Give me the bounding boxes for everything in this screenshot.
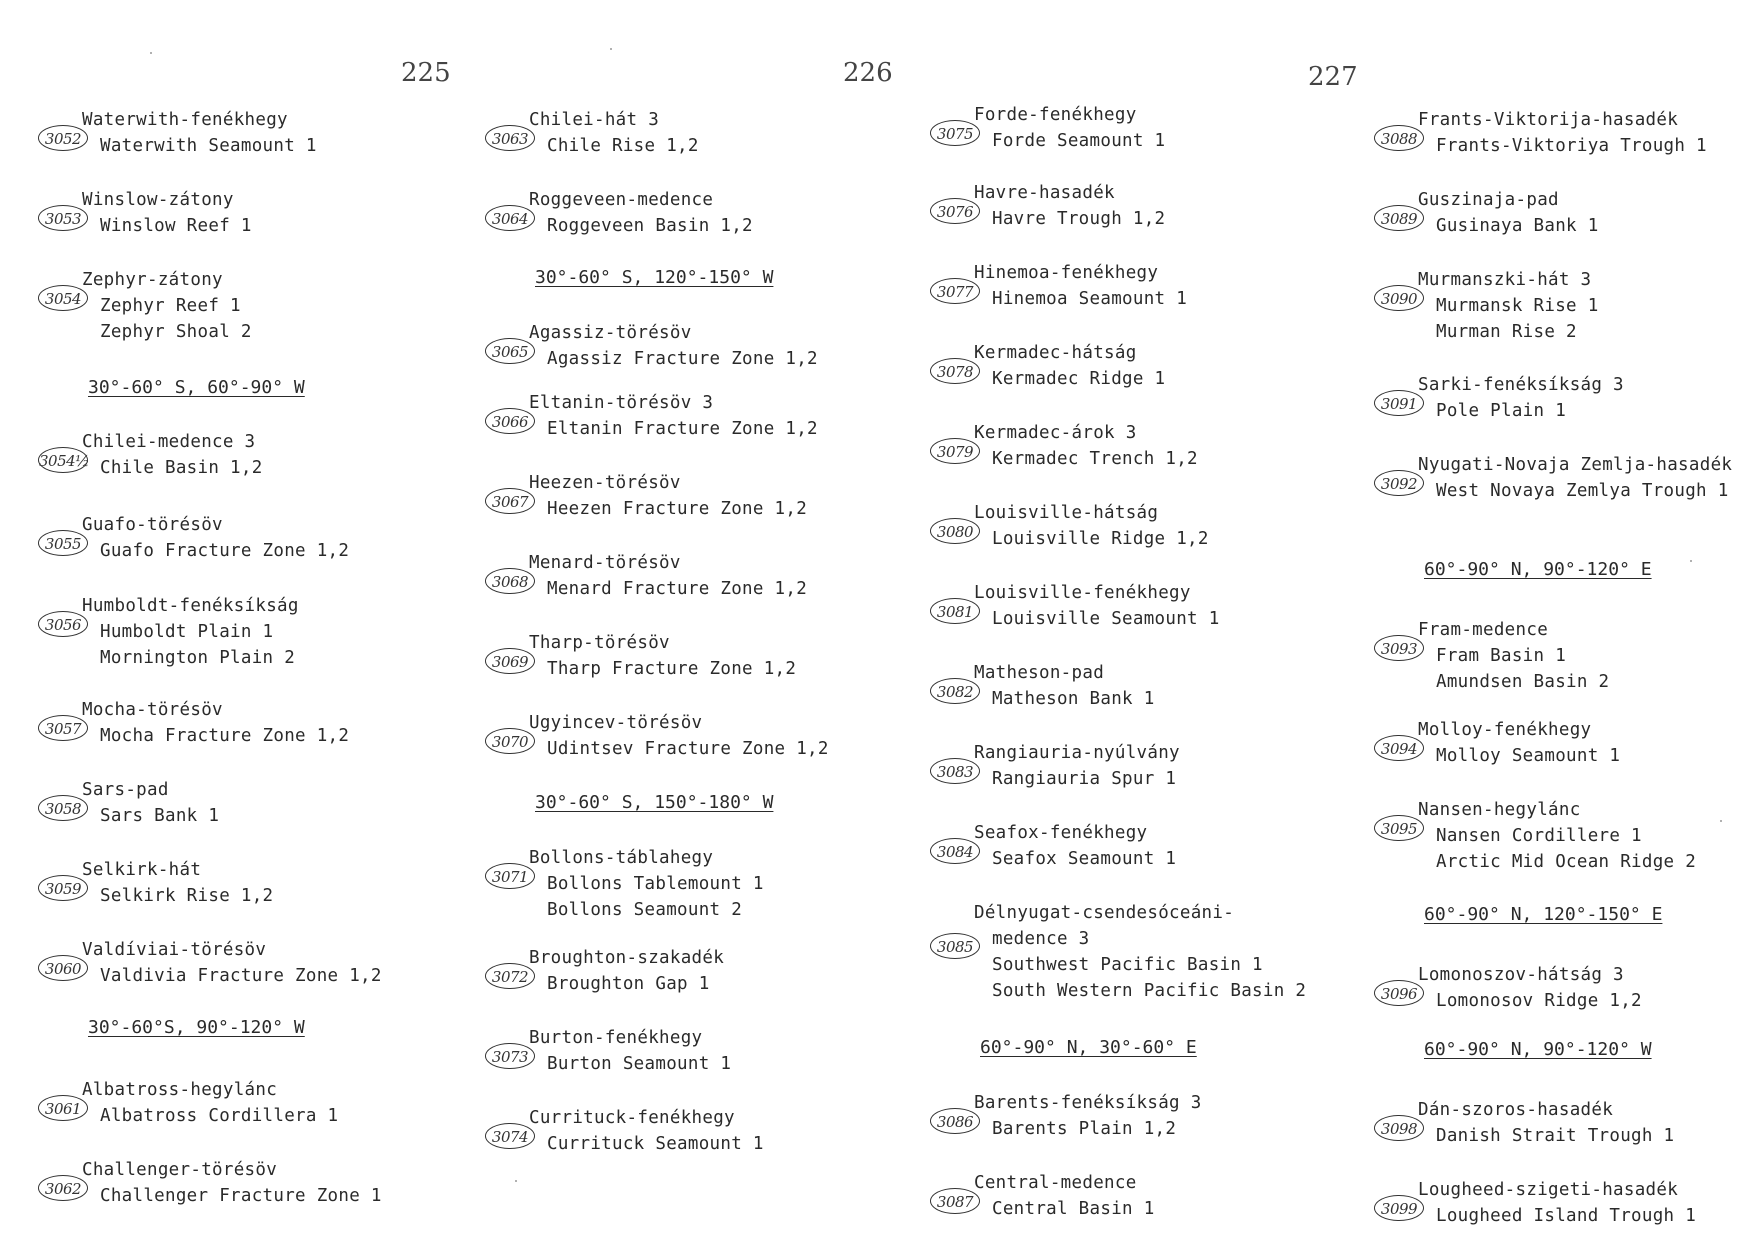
english-name: Bollons Seamount 2: [547, 900, 743, 920]
english-name: Murmansk Rise 1: [1436, 296, 1599, 316]
entry-number: 3080: [930, 518, 980, 544]
entry-number: 3087: [930, 1188, 980, 1214]
hungarian-name: Forde-fenékhegy: [974, 105, 1137, 125]
hungarian-name: Central-medence: [974, 1173, 1137, 1193]
hungarian-name: Roggeveen-medence: [529, 190, 714, 210]
hungarian-name: Lomonoszov-hátság 3: [1418, 965, 1624, 985]
hungarian-name: Kermadec-árok 3: [974, 423, 1137, 443]
hungarian-name: Humboldt-fenéksíkság: [82, 596, 299, 616]
entry-number: 3064: [485, 205, 535, 231]
entry-number: 3070: [485, 728, 535, 754]
hungarian-name: Havre-hasadék: [974, 183, 1115, 203]
entry-number: 3093: [1374, 635, 1424, 661]
region-heading: 30°-60° S, 150°-180° W: [535, 792, 774, 813]
english-name: Gusinaya Bank 1: [1436, 216, 1599, 236]
entry-number: 3082: [930, 678, 980, 704]
hungarian-name: Barents-fenéksíkság 3: [974, 1093, 1202, 1113]
english-name: Currituck Seamount 1: [547, 1134, 764, 1154]
english-name: Tharp Fracture Zone 1,2: [547, 659, 797, 679]
english-name: Burton Seamount 1: [547, 1054, 732, 1074]
page-number-227: 227: [1308, 62, 1358, 92]
hungarian-name: Broughton-szakadék: [529, 948, 725, 968]
english-name: Agassiz Fracture Zone 1,2: [547, 349, 818, 369]
hungarian-name: Selkirk-hát: [82, 860, 202, 880]
english-name: Matheson Bank 1: [992, 689, 1155, 709]
english-name: Winslow Reef 1: [100, 216, 252, 236]
english-name: Louisville Ridge 1,2: [992, 529, 1209, 549]
hungarian-name: Challenger-törésöv: [82, 1160, 278, 1180]
hungarian-name: Sars-pad: [82, 780, 169, 800]
english-name: Molloy Seamount 1: [1436, 746, 1621, 766]
entry-number: 3067: [485, 488, 535, 514]
entry-number: 3075: [930, 120, 980, 146]
hungarian-name: Bollons-táblahegy: [529, 848, 714, 868]
english-name: Havre Trough 1,2: [992, 209, 1166, 229]
english-name: Frants-Viktoriya Trough 1: [1436, 136, 1707, 156]
english-name: Hinemoa Seamount 1: [992, 289, 1188, 309]
entry-number: 3077: [930, 278, 980, 304]
entry-number: 3066: [485, 408, 535, 434]
hungarian-name: Lougheed-szigeti-hasadék: [1418, 1180, 1679, 1200]
hungarian-name: Chilei-medence 3: [82, 432, 256, 452]
entry-number: 3096: [1374, 980, 1424, 1006]
hungarian-name: Guafo-törésöv: [82, 515, 223, 535]
entry-number: 3058: [38, 795, 88, 821]
entry-number: 3063: [485, 125, 535, 151]
hungarian-name: Mocha-törésöv: [82, 700, 223, 720]
english-name: medence 3: [992, 929, 1090, 949]
english-name: Roggeveen Basin 1,2: [547, 216, 753, 236]
english-name: Forde Seamount 1: [992, 131, 1166, 151]
scan-speck: [515, 1180, 517, 1182]
column-3: [930, 0, 1360, 1239]
entry-number: 3079: [930, 438, 980, 464]
english-name: South Western Pacific Basin 2: [992, 981, 1307, 1001]
english-name: Mocha Fracture Zone 1,2: [100, 726, 350, 746]
hungarian-name: Sarki-fenéksíkság 3: [1418, 375, 1624, 395]
english-name: Broughton Gap 1: [547, 974, 710, 994]
scan-speck: [1720, 820, 1722, 822]
english-name: Zephyr Reef 1: [100, 296, 241, 316]
scan-speck: [610, 48, 612, 50]
english-name: Lougheed Island Trough 1: [1436, 1206, 1697, 1226]
hungarian-name: Agassiz-törésöv: [529, 323, 692, 343]
hungarian-name: Délnyugat-csendesóceáni-: [974, 903, 1235, 923]
entry-number: 3091: [1374, 390, 1424, 416]
page-number-225: 225: [401, 58, 451, 88]
entry-number: 3073: [485, 1043, 535, 1069]
hungarian-name: Matheson-pad: [974, 663, 1105, 683]
hungarian-name: Nyugati-Novaja Zemlja-hasadék: [1418, 455, 1733, 475]
page-number-226: 226: [843, 58, 893, 88]
entry-number: 3068: [485, 568, 535, 594]
hungarian-name: Murmanszki-hát 3: [1418, 270, 1592, 290]
entry-number: 3088: [1374, 125, 1424, 151]
entry-number: 3056: [38, 611, 88, 637]
english-name: Lomonosov Ridge 1,2: [1436, 991, 1642, 1011]
entry-number: 3083: [930, 758, 980, 784]
english-name: Pole Plain 1: [1436, 401, 1567, 421]
hungarian-name: Chilei-hát 3: [529, 110, 660, 130]
english-name: Udintsev Fracture Zone 1,2: [547, 739, 829, 759]
hungarian-name: Heezen-törésöv: [529, 473, 681, 493]
english-name: Bollons Tablemount 1: [547, 874, 764, 894]
entry-number: 3086: [930, 1108, 980, 1134]
region-heading: 60°-90° N, 30°-60° E: [980, 1037, 1197, 1058]
english-name: Kermadec Ridge 1: [992, 369, 1166, 389]
hungarian-name: Louisville-fenékhegy: [974, 583, 1191, 603]
entry-number: 3069: [485, 648, 535, 674]
english-name: Valdivia Fracture Zone 1,2: [100, 966, 382, 986]
entry-number: 3054: [38, 285, 88, 311]
english-name: Amundsen Basin 2: [1436, 672, 1610, 692]
hungarian-name: Dán-szoros-hasadék: [1418, 1100, 1614, 1120]
english-name: Nansen Cordillere 1: [1436, 826, 1642, 846]
hungarian-name: Rangiauria-nyúlvány: [974, 743, 1180, 763]
hungarian-name: Seafox-fenékhegy: [974, 823, 1148, 843]
english-name: Chile Basin 1,2: [100, 458, 263, 478]
entry-number: 3061: [38, 1095, 88, 1121]
region-heading: 60°-90° N, 120°-150° E: [1424, 904, 1663, 925]
hungarian-name: Molloy-fenékhegy: [1418, 720, 1592, 740]
entry-number: 3076: [930, 198, 980, 224]
entry-number: 3065: [485, 338, 535, 364]
english-name: Humboldt Plain 1: [100, 622, 274, 642]
english-name: Murman Rise 2: [1436, 322, 1577, 342]
entry-number: 3078: [930, 358, 980, 384]
english-name: Eltanin Fracture Zone 1,2: [547, 419, 818, 439]
english-name: Waterwith Seamount 1: [100, 136, 317, 156]
hungarian-name: Louisville-hátság: [974, 503, 1159, 523]
hungarian-name: Hinemoa-fenékhegy: [974, 263, 1159, 283]
hungarian-name: Eltanin-törésöv 3: [529, 393, 714, 413]
entry-number: 3090: [1374, 285, 1424, 311]
entry-number: 3062: [38, 1175, 88, 1201]
hungarian-name: Guszinaja-pad: [1418, 190, 1559, 210]
entry-number: 3099: [1374, 1195, 1424, 1221]
english-name: Challenger Fracture Zone 1: [100, 1186, 382, 1206]
hungarian-name: Burton-fenékhegy: [529, 1028, 703, 1048]
english-name: Heezen Fracture Zone 1,2: [547, 499, 808, 519]
english-name: Barents Plain 1,2: [992, 1119, 1177, 1139]
hungarian-name: Ugyincev-törésöv: [529, 713, 703, 733]
hungarian-name: Albatross-hegylánc: [82, 1080, 278, 1100]
hungarian-name: Winslow-zátony: [82, 190, 234, 210]
entry-number: 3055: [38, 530, 88, 556]
entry-number: 3052: [38, 125, 88, 151]
hungarian-name: Valdíviai-törésöv: [82, 940, 267, 960]
hungarian-name: Frants-Viktorija-hasadék: [1418, 110, 1679, 130]
entry-number: 3095: [1374, 815, 1424, 841]
hungarian-name: Currituck-fenékhegy: [529, 1108, 735, 1128]
region-heading: 30°-60° S, 60°-90° W: [88, 377, 305, 398]
english-name: Southwest Pacific Basin 1: [992, 955, 1263, 975]
hungarian-name: Kermadec-hátság: [974, 343, 1137, 363]
english-name: Seafox Seamount 1: [992, 849, 1177, 869]
english-name: Rangiauria Spur 1: [992, 769, 1177, 789]
hungarian-name: Tharp-törésöv: [529, 633, 670, 653]
column-4: [1374, 0, 1753, 1239]
scan-speck: [150, 52, 152, 54]
english-name: Mornington Plain 2: [100, 648, 296, 668]
english-name: Kermadec Trench 1,2: [992, 449, 1198, 469]
english-name: Chile Rise 1,2: [547, 136, 699, 156]
english-name: Albatross Cordillera 1: [100, 1106, 339, 1126]
entry-number: 3094: [1374, 735, 1424, 761]
region-heading: 60°-90° N, 90°-120° W: [1424, 1039, 1652, 1060]
entry-number: 3085: [930, 933, 980, 959]
entry-number: 3081: [930, 598, 980, 624]
entry-number: 3053: [38, 205, 88, 231]
english-name: Sars Bank 1: [100, 806, 220, 826]
entry-number: 3092: [1374, 470, 1424, 496]
entry-number: 3060: [38, 955, 88, 981]
entry-number: 3057: [38, 715, 88, 741]
hungarian-name: Nansen-hegylánc: [1418, 800, 1581, 820]
english-name: Fram Basin 1: [1436, 646, 1567, 666]
english-name: Zephyr Shoal 2: [100, 322, 252, 342]
hungarian-name: Waterwith-fenékhegy: [82, 110, 288, 130]
column-2: [485, 0, 915, 1239]
english-name: Selkirk Rise 1,2: [100, 886, 274, 906]
entry-number: 3071: [485, 863, 535, 889]
english-name: Louisville Seamount 1: [992, 609, 1220, 629]
hungarian-name: Zephyr-zátony: [82, 270, 223, 290]
entry-number: 3054½: [38, 447, 88, 473]
entry-number: 3059: [38, 875, 88, 901]
english-name: Arctic Mid Ocean Ridge 2: [1436, 852, 1697, 872]
region-heading: 30°-60° S, 120°-150° W: [535, 267, 774, 288]
region-heading: 60°-90° N, 90°-120° E: [1424, 559, 1652, 580]
english-name: Danish Strait Trough 1: [1436, 1126, 1675, 1146]
region-heading: 30°-60°S, 90°-120° W: [88, 1017, 305, 1038]
english-name: Menard Fracture Zone 1,2: [547, 579, 808, 599]
entry-number: 3072: [485, 963, 535, 989]
scan-speck: [1690, 560, 1692, 562]
hungarian-name: Fram-medence: [1418, 620, 1549, 640]
entry-number: 3098: [1374, 1115, 1424, 1141]
entry-number: 3084: [930, 838, 980, 864]
english-name: West Novaya Zemlya Trough 1: [1436, 481, 1729, 501]
hungarian-name: Menard-törésöv: [529, 553, 681, 573]
column-1: [38, 0, 468, 1239]
english-name: Guafo Fracture Zone 1,2: [100, 541, 350, 561]
english-name: Central Basin 1: [992, 1199, 1155, 1219]
entry-number: 3089: [1374, 205, 1424, 231]
entry-number: 3074: [485, 1123, 535, 1149]
